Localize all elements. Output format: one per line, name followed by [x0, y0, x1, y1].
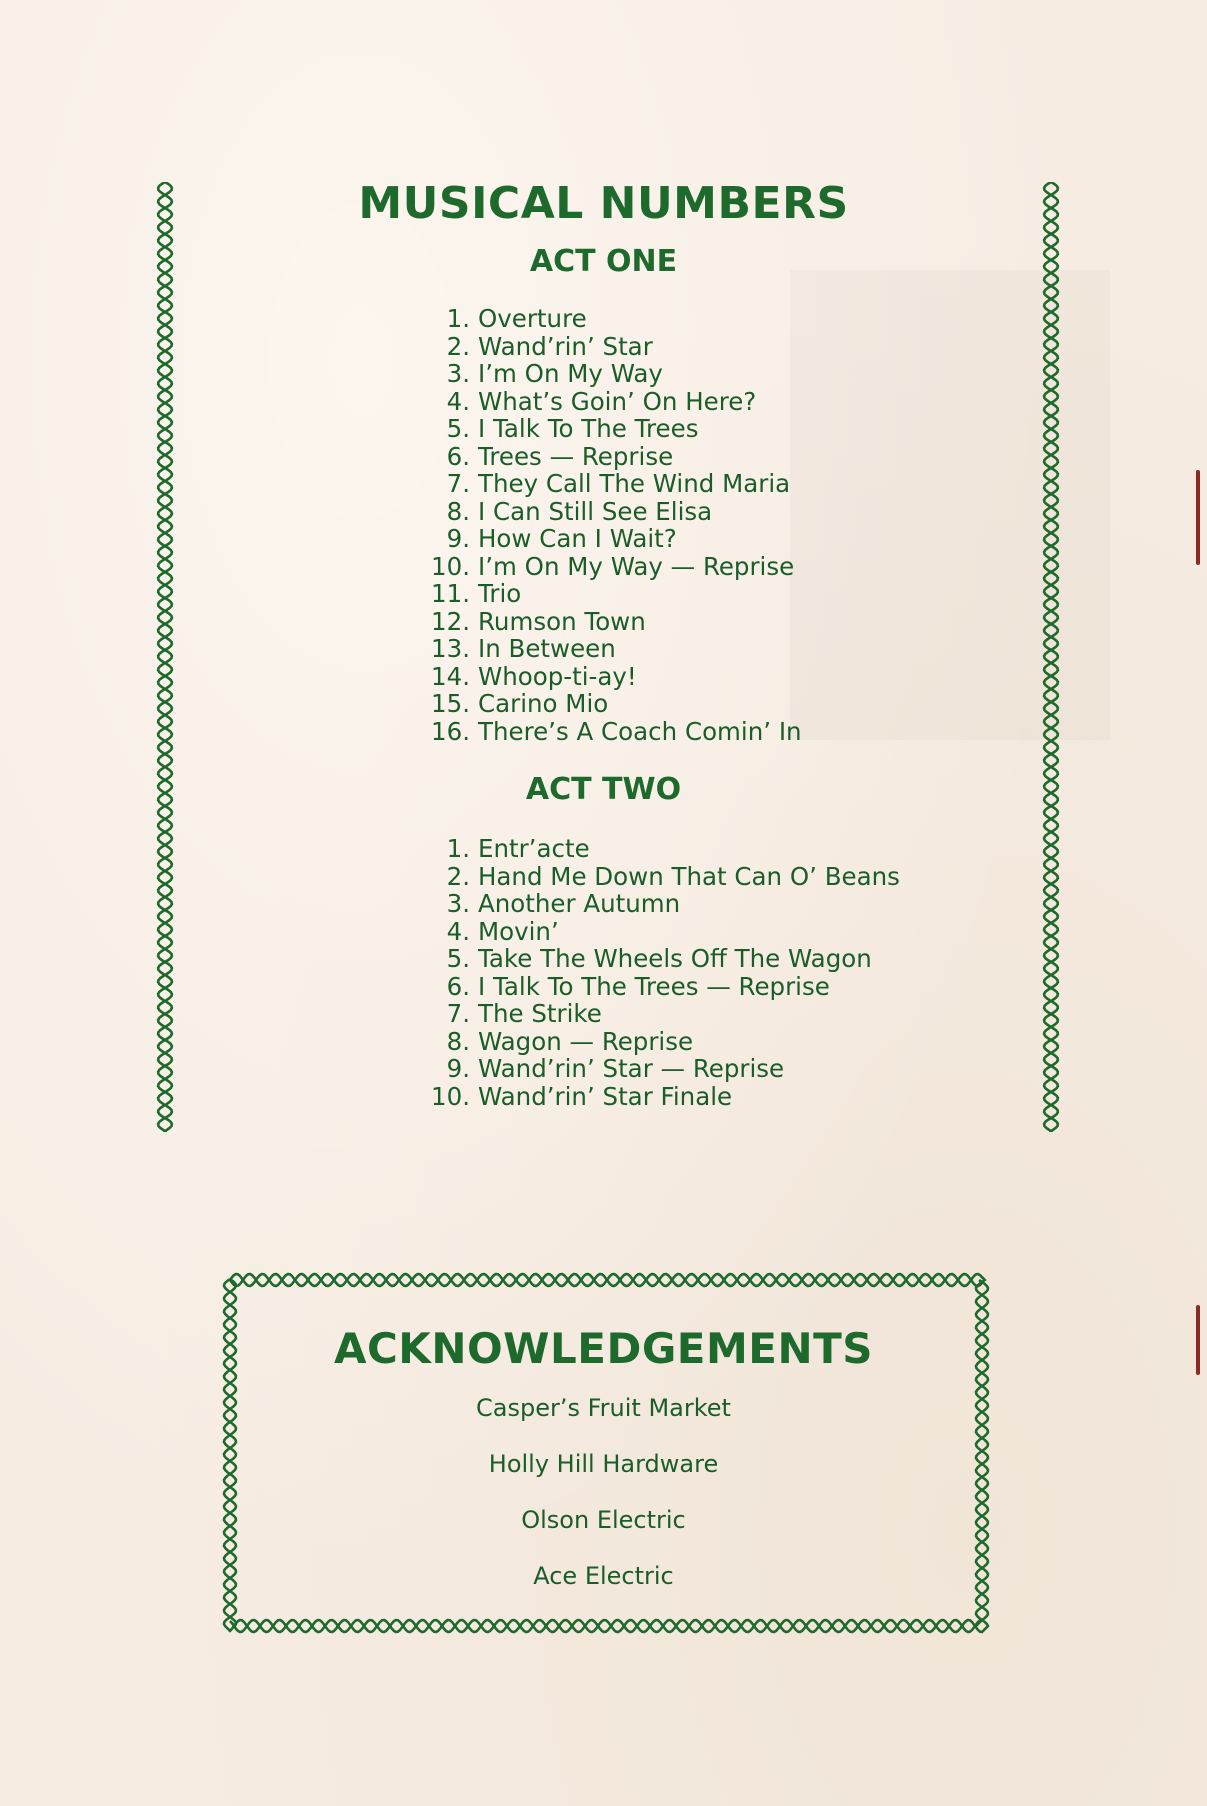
sponsor-item: Olson Electric: [521, 1506, 686, 1534]
song-item: 2. Wand’rin’ Star: [446, 331, 653, 361]
right-vine-border: [1038, 182, 1064, 1132]
act-two-song-list: [430, 835, 900, 1110]
song-item: 3. Another Autumn: [446, 889, 681, 918]
song-item: 11. Trio: [431, 579, 522, 608]
song-item: 9. Wand’rin’ Star — Reprise: [446, 1054, 785, 1083]
song-item: 8. Wagon — Reprise: [446, 1026, 694, 1056]
song-item: 6. I Talk To The Trees — Reprise: [446, 971, 830, 1001]
binding-thread-mark: [1196, 470, 1200, 565]
sponsor-item: Casper’s Fruit Market: [476, 1394, 731, 1422]
musical-numbers-title: MUSICAL NUMBERS: [358, 178, 849, 229]
acknowledgements-list: [0, 1394, 1207, 1618]
acknowledgements-title: ACKNOWLEDGEMENTS: [333, 1324, 874, 1373]
song-item: 6. Trees — Reprise: [446, 441, 674, 471]
act-one-heading: ACT ONE: [529, 244, 678, 279]
song-item: 14. Whoop-ti-ay!: [431, 661, 637, 691]
song-item: 4. Movin’: [446, 916, 559, 946]
left-vine-border: [152, 182, 178, 1132]
song-item: 16. There’s A Coach Comin’ In: [431, 716, 802, 746]
song-item: 2. Hand Me Down That Can O’ Beans: [446, 861, 900, 891]
song-item: 7. They Call The Wind Maria: [446, 469, 791, 498]
song-item: 1. Overture: [446, 304, 587, 333]
song-item: 7. The Strike: [446, 999, 602, 1028]
song-item: 3. I’m On My Way: [446, 359, 663, 388]
song-item: 10. I’m On My Way — Reprise: [431, 551, 795, 581]
sponsor-item: Ace Electric: [533, 1562, 674, 1590]
song-item: 5. I Talk To The Trees: [446, 414, 699, 443]
song-item: 1. Entr’acte: [446, 834, 590, 863]
song-item: 13. In Between: [431, 634, 616, 663]
song-item: 15. Carino Mio: [431, 689, 609, 718]
act-two-heading: ACT TWO: [525, 772, 682, 807]
song-item: 4. What’s Goin’ On Here?: [446, 386, 757, 416]
song-item: 9. How Can I Wait?: [446, 524, 677, 553]
sponsor-item: Holly Hill Hardware: [488, 1450, 719, 1478]
act-one-song-list: [430, 305, 802, 745]
song-item: 8. I Can Still See Elisa: [446, 496, 713, 526]
song-item: 12. Rumson Town: [431, 606, 646, 636]
song-item: 10. Wand’rin’ Star Finale: [431, 1081, 733, 1111]
song-item: 5. Take The Wheels Off The Wagon: [446, 944, 872, 973]
binding-thread-mark: [1196, 1305, 1200, 1375]
